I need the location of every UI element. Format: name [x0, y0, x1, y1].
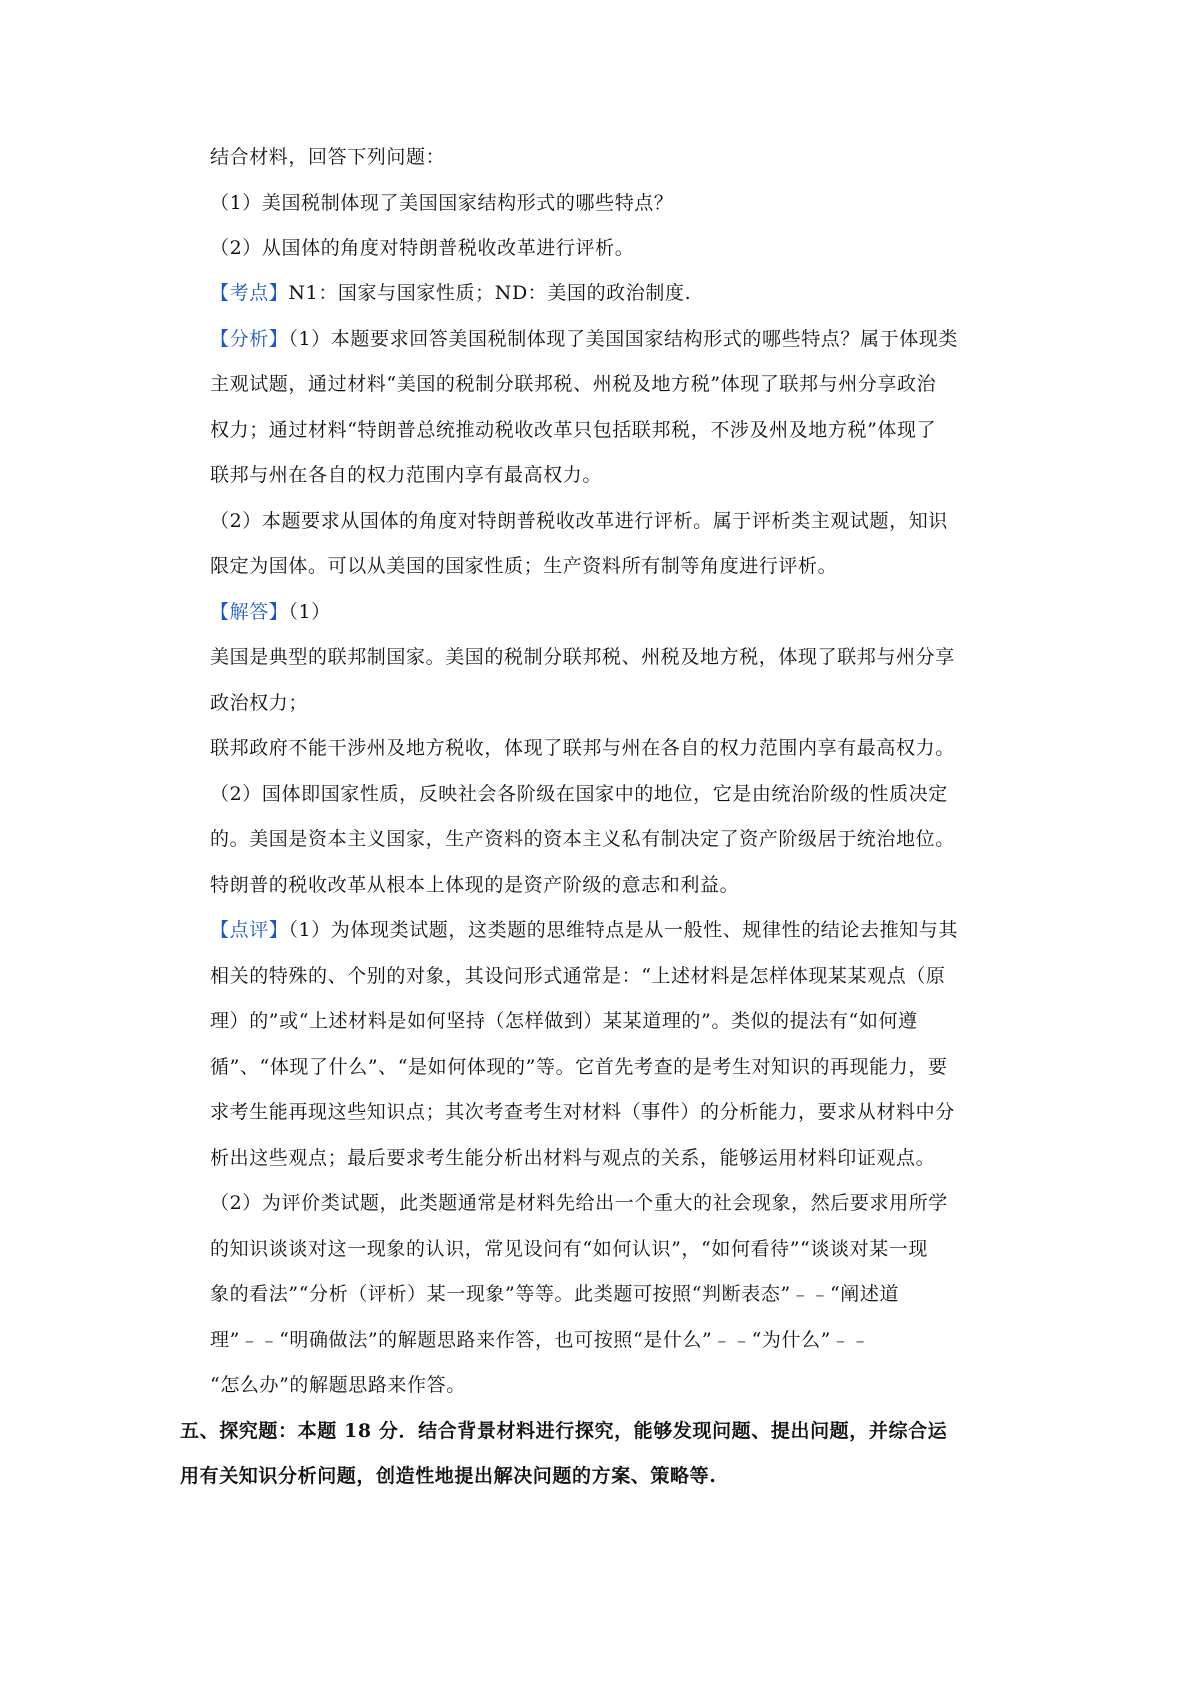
- kaodian-tag: 【考点】: [210, 282, 289, 304]
- jieda-tag: 【解答】: [210, 601, 289, 623]
- intro-text: 结合材料，回答下列问题：: [210, 146, 446, 168]
- dianping-line-6: 析出这些观点；最后要求考生能分析出材料与观点的关系，能够运用材料印证观点。: [210, 1147, 936, 1169]
- jieda-line-5: 的。美国是资本主义国家，生产资料的资本主义私有制决定了资产阶级居于统治地位。: [210, 828, 955, 850]
- section-5-heading-line-2: 用有关知识分析问题，创造性地提出解决问题的方案、策略等.: [180, 1465, 717, 1487]
- question-2: （2）从国体的角度对特朗普税收改革进行评析。: [210, 237, 635, 259]
- question-1: （1）美国税制体现了美国国家结构形式的哪些特点？: [210, 192, 674, 214]
- dianping-text-1: （1）为体现类试题，这类题的思维特点是从一般性、规律性的结论去推知与其: [288, 919, 958, 941]
- fenxi-tag: 【分析】: [210, 328, 289, 350]
- jieda-line-0: [210, 599, 331, 625]
- dianping-line-4: 循”、“体现了什么”、“是如何体现的”等。它首先考查的是考生对知识的再现能力，要: [210, 1056, 948, 1078]
- fenxi-line-5: （2）本题要求从国体的角度对特朗普税收改革进行评析。属于评析类主观试题，知识: [210, 510, 948, 532]
- jieda-line-6: 特朗普的税收改革从根本上体现的是资产阶级的意志和利益。: [210, 874, 740, 896]
- jieda-first: （1）: [288, 601, 331, 623]
- fenxi-text-1: （1）本题要求回答美国税制体现了美国国家结构形式的哪些特点？属于体现类: [288, 328, 958, 350]
- dianping-line-3: 理）的”或“上述材料是如何坚持（怎样做到）某某道理的”。类似的提法有“如何遵: [210, 1010, 918, 1032]
- dianping-line-7: （2）为评价类试题，此类题通常是材料先给出一个重大的社会现象，然后要求用所学: [210, 1192, 948, 1214]
- dianping-line-10: 理”﹣﹣“明确做法”的解题思路来作答，也可按照“是什么”﹣﹣“为什么”﹣﹣: [210, 1329, 871, 1351]
- jieda-line-2: 政治权力；: [210, 692, 309, 714]
- jieda-line-1: 美国是典型的联邦制国家。美国的税制分联邦税、州税及地方税，体现了联邦与州分享: [210, 646, 955, 668]
- fenxi-line-3: 权力；通过材料“特朗普总统推动税收改革只包括联邦税，不涉及州及地方税”体现了: [210, 419, 937, 441]
- jieda-line-3: 联邦政府不能干涉州及地方税收，体现了联邦与州在各自的权力范围内享有最高权力。: [210, 737, 955, 759]
- dianping-tag: 【点评】: [210, 919, 289, 941]
- section-5-heading-line-1: 五、探究题：本题 18 分．结合背景材料进行探究，能够发现问题、提出问题，并综合运: [180, 1420, 948, 1442]
- jieda-line-4: （2）国体即国家性质，反映社会各阶级在国家中的地位，它是由统治阶级的性质决定: [210, 783, 948, 805]
- fenxi-line-1: [210, 326, 958, 352]
- dianping-line-9: 象的看法”“分析（评析）某一现象”等等。此类题可按照“判断表态”﹣﹣“阐述道: [210, 1283, 900, 1305]
- dianping-line-8: 的知识谈谈对这一现象的认识，常见设问有“如何认识”，“如何看待”“谈谈对某一现: [210, 1238, 928, 1260]
- dianping-line-2: 相关的特殊的、个别的对象，其设问形式通常是：“上述材料是怎样体现某某观点（原: [210, 965, 946, 987]
- dianping-line-5: 求考生能再现这些知识点；其次考查考生对材料（事件）的分析能力，要求从材料中分: [210, 1101, 955, 1123]
- fenxi-line-6: 限定为国体。可以从美国的国家性质；生产资料所有制等角度进行评析。: [210, 555, 838, 577]
- dianping-line-11: “怎么办”的解题思路来作答。: [210, 1374, 466, 1396]
- fenxi-line-4: 联邦与州在各自的权力范围内享有最高权力。: [210, 464, 603, 486]
- kaodian-line: [210, 280, 691, 306]
- kaodian-text: N1：国家与国家性质；ND：美国的政治制度.: [288, 282, 692, 304]
- dianping-line-1: [210, 917, 958, 943]
- fenxi-line-2: 主观试题，通过材料“美国的税制分联邦税、州税及地方税”体现了联邦与州分享政治: [210, 373, 937, 395]
